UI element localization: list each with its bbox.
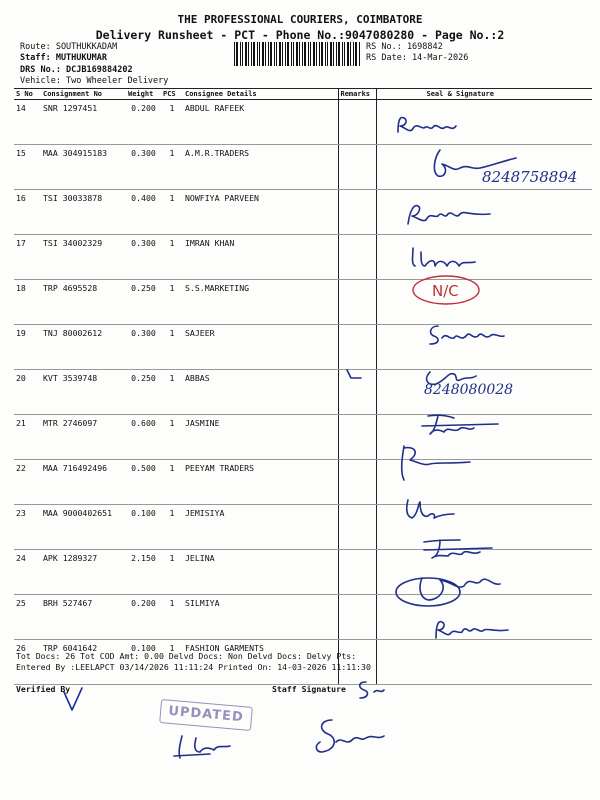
row-sno: 19 [14,325,41,370]
row-weight: 0.300 [126,235,161,280]
row-consignment-no: TSI 34002329 [41,235,126,280]
row-remarks [338,595,376,640]
row-pcs: 1 [161,415,183,460]
signature-row-14 [390,110,500,140]
row-consignee: S.S.MARKETING [183,280,338,325]
remark-tick-20 [345,368,365,382]
row-sno: 18 [14,280,41,325]
barcode-bar [302,42,303,66]
barcode-bar [251,42,252,66]
row-sno: 24 [14,550,41,595]
row-remarks [338,505,376,550]
row-consignment-no: TSI 30033878 [41,190,126,235]
col-signature: Seal & Signature [376,89,592,100]
row-pcs: 1 [161,595,183,640]
staff-initial-signature [352,676,392,704]
table-row [14,100,592,145]
verified-by-label: Verified By [16,684,71,694]
rs-number: RS No.: 1698842 [366,42,443,52]
totals-line: Tot Docs: 26 Tot COD Amt: 0.00 Delvd Docs: Non Delvd Docs: Delvy Pts: [16,651,357,661]
row-sno: 16 [14,190,41,235]
barcode-bar [291,42,292,66]
barcode-bar [276,42,277,66]
barcode-bar [293,42,294,66]
barcode-bar [236,42,238,66]
col-sno: S No [14,89,41,100]
barcode-bar [313,42,315,66]
barcode-bar [279,42,281,66]
barcode-bar [321,42,323,66]
row-consignment-no: APK 1289327 [41,550,126,595]
row-remarks [338,190,376,235]
barcode-image [234,42,362,66]
row-consignee: FASHION GARMENTS [183,640,338,685]
row-consignee: SAJEER [183,325,338,370]
barcode-bar [330,42,332,66]
barcode-bar [299,42,300,66]
signature-row-25 [392,566,522,612]
barcode-bar [262,42,264,66]
row-consignment-no: SNR 1297451 [41,100,126,145]
row-remarks [338,145,376,190]
barcode-bar [350,42,351,66]
row-consignment-no: TNJ 80002612 [41,325,126,370]
barcode-bar [296,42,298,66]
row-consignee: ABBAS [183,370,338,415]
row-consignment-no: MTR 2746097 [41,415,126,460]
updated-signature [170,730,260,766]
barcode-bar [265,42,266,66]
row-weight: 0.100 [126,640,161,685]
signature-row-22 [392,440,502,485]
barcode-bar [240,42,241,66]
row-pcs: 1 [161,370,183,415]
signature-row-23 [398,494,488,524]
row-consignment-no: KVT 3539748 [41,370,126,415]
barcode-bar [338,42,340,66]
row-pcs: 1 [161,100,183,145]
barcode-bar [316,42,317,66]
row-consignee: A.M.R.TRADERS [183,145,338,190]
barcode-bar [257,42,258,66]
row-weight: 0.400 [126,190,161,235]
row-pcs: 1 [161,235,183,280]
row-consignee: IMRAN KHAN [183,235,338,280]
barcode-bar [234,42,235,66]
col-consignee: Consignee Details [183,89,338,100]
row-remarks [338,280,376,325]
barcode-bar [319,42,320,66]
row-remarks [338,235,376,280]
col-consignment: Consignment No [41,89,126,100]
barcode-bar [325,42,326,66]
nc-mark: N/C [432,282,459,300]
row-pcs: 1 [161,640,183,685]
barcode-bar [282,42,283,66]
signature-row-16 [400,196,510,231]
barcode-bar [274,42,275,66]
row-pcs: 1 [161,190,183,235]
row-consignment-no: MAA 304915183 [41,145,126,190]
row-weight: 0.300 [126,145,161,190]
vehicle-label: Vehicle: Two Wheeler Delivery [20,76,169,86]
staff-signature-label: Staff Signature [272,684,346,694]
row-pcs: 1 [161,550,183,595]
barcode-bar [245,42,247,66]
row-consignee: NOWFIYA PARVEEN [183,190,338,235]
barcode-bar [253,42,255,66]
row-sno: 14 [14,100,41,145]
col-weight: Weight [126,89,161,100]
barcode-bar [333,42,334,66]
rs-date: RS Date: 14-Mar-2026 [366,53,469,63]
signature-row-26 [428,614,528,644]
barcode-bar [327,42,328,66]
route-label: Route: SOUTHUKKADAM [20,42,118,52]
row-sno: 20 [14,370,41,415]
barcode-bar [359,42,360,66]
row-weight: 0.250 [126,280,161,325]
row-consignment-no: TRP 6041642 [41,640,126,685]
row-sno: 22 [14,460,41,505]
barcode-bar [353,42,354,66]
signature-row-17 [405,240,505,272]
barcode-bar [270,42,272,66]
row-consignee: PEEYAM TRADERS [183,460,338,505]
remark-row-18 [408,273,488,307]
row-weight: 2.150 [126,550,161,595]
barcode-bar [308,42,309,66]
staff-label: Staff: MUTHUKUMAR [20,53,107,63]
barcode-bar [310,42,311,66]
row-consignee: JEMISIYA [183,505,338,550]
row-weight: 0.300 [126,325,161,370]
company-name: THE PROFESSIONAL COURIERS, COIMBATORE [177,13,423,26]
col-remarks: Remarks [338,89,376,100]
barcode-bar [347,42,349,66]
row-pcs: 1 [161,325,183,370]
row-consignment-no: MAA 9000402651 [41,505,126,550]
barcode-bar [248,42,249,66]
row-sno: 15 [14,145,41,190]
row-pcs: 1 [161,460,183,505]
row-remarks [338,415,376,460]
row-consignee: SILMIYA [183,595,338,640]
barcode-bar [355,42,357,66]
row-consignee: JASMINE [183,415,338,460]
verified-tick [58,684,88,716]
barcode-bar [259,42,260,66]
row-consignment-no: MAA 716492496 [41,460,126,505]
updated-stamp: UPDATED [159,699,253,731]
barcode-bar [242,42,243,66]
signature-row-15 [420,142,600,187]
row-sno: 17 [14,235,41,280]
row-weight: 0.100 [126,505,161,550]
barcode-bar [336,42,337,66]
barcode-bar [287,42,289,66]
row-remarks [338,550,376,595]
barcode-bar [342,42,343,66]
signature-row-20 [418,358,598,400]
row-remarks [338,460,376,505]
row-signature [376,640,592,685]
row-sno: 25 [14,595,41,640]
row-weight: 0.500 [126,460,161,505]
signature-row-19 [420,316,520,350]
staff-signature [310,712,390,772]
row-weight: 0.600 [126,415,161,460]
signature-row-24 [418,534,518,564]
table-row [14,460,592,505]
handwritten-phone-15: 8248758894 [482,168,578,186]
drs-number: DRS No.: DCJB169884202 [20,65,133,75]
row-weight: 0.250 [126,370,161,415]
row-sno: 23 [14,505,41,550]
table-row [14,235,592,280]
entered-by-line: Entered By :LEELAPCT 03/14/2026 11:11:24 Printed On: 14-03-2026 11:11:30 [16,662,371,672]
row-pcs: 1 [161,145,183,190]
col-pcs: PCS [161,89,183,100]
row-consignment-no: TRP 4695528 [41,280,126,325]
barcode-bar [268,42,269,66]
row-consignee: ABDUL RAFEEK [183,100,338,145]
barcode-bar [344,42,345,66]
row-weight: 0.200 [126,100,161,145]
barcode-bar [304,42,306,66]
barcode-bar [285,42,286,66]
signature-row-21 [418,410,518,440]
runsheet-title: Delivery Runsheet - PCT - Phone No.:9047080280 - Page No.:2 [95,28,505,42]
row-pcs: 1 [161,505,183,550]
handwritten-phone-20: 8248080028 [424,382,514,398]
row-remarks [338,100,376,145]
table-header-row [14,89,592,100]
row-sno: 21 [14,415,41,460]
row-consignee: JELINA [183,550,338,595]
row-sno: 26 [14,640,41,685]
row-consignment-no: BRH 527467 [41,595,126,640]
row-remarks [338,325,376,370]
row-pcs: 1 [161,280,183,325]
row-weight: 0.200 [126,595,161,640]
